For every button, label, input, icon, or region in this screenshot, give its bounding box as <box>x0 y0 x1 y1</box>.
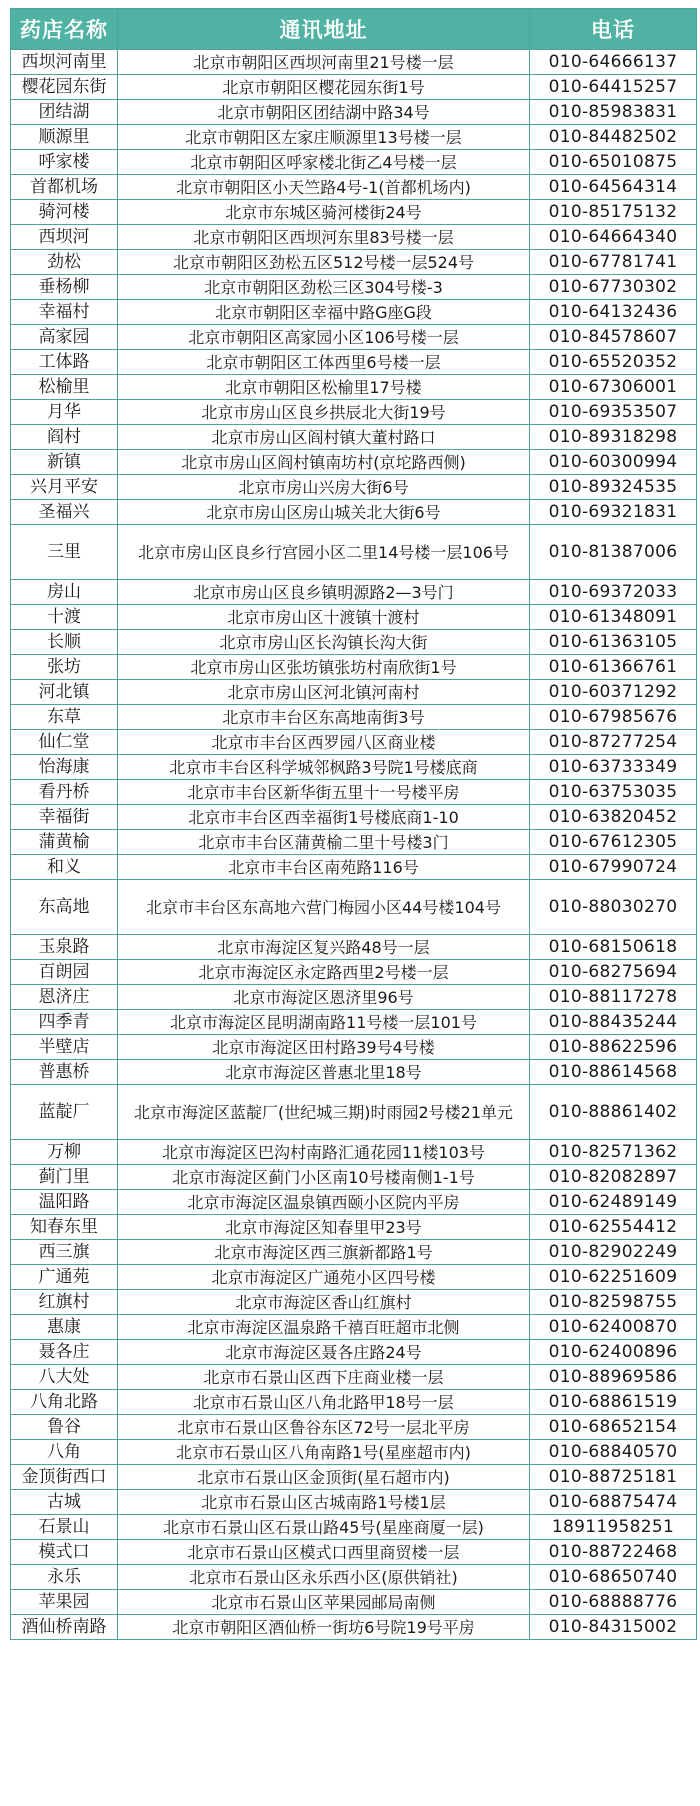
table-row <box>11 1265 697 1290</box>
address-cell: 北京市海淀区永定路西里2号楼一层 <box>118 960 530 985</box>
pharmacy-name-cell: 古城 <box>11 1490 118 1515</box>
address-cell: 北京市房山区良乡镇明源路2—3号门 <box>118 580 530 605</box>
address-cell: 北京市朝阳区小天竺路4号-1(首都机场内) <box>118 175 530 200</box>
pharmacy-name-cell: 广通苑 <box>11 1265 118 1290</box>
table-row <box>11 985 697 1010</box>
table-row <box>11 1515 697 1540</box>
table-row <box>11 1010 697 1035</box>
phone-cell: 010-62400870 <box>530 1315 697 1340</box>
phone-cell: 010-82902249 <box>530 1240 697 1265</box>
phone-cell: 010-82598755 <box>530 1290 697 1315</box>
table-row <box>11 150 697 175</box>
pharmacy-name-cell: 蒲黄榆 <box>11 830 118 855</box>
pharmacy-name-cell: 垂杨柳 <box>11 275 118 300</box>
table-row <box>11 1035 697 1060</box>
address-cell: 北京市石景山区金顶街(星石超市内) <box>118 1465 530 1490</box>
pharmacy-table <box>10 8 697 1640</box>
table-row <box>11 500 697 525</box>
address-cell: 北京市房山区长沟镇长沟大街 <box>118 630 530 655</box>
pharmacy-name-cell: 金顶街西口 <box>11 1465 118 1490</box>
table-row <box>11 325 697 350</box>
pharmacy-name-cell: 半壁店 <box>11 1035 118 1060</box>
header-phone: 电话 <box>530 9 697 50</box>
pharmacy-name-cell: 看丹桥 <box>11 780 118 805</box>
phone-cell: 010-62489149 <box>530 1190 697 1215</box>
pharmacy-name-cell: 怡海康 <box>11 755 118 780</box>
phone-cell: 010-67990724 <box>530 855 697 880</box>
address-cell: 北京市朝阳区幸福中路G座G段 <box>118 300 530 325</box>
pharmacy-name-cell: 劲松 <box>11 250 118 275</box>
table-row <box>11 450 697 475</box>
address-cell: 北京市石景山区西下庄商业楼一层 <box>118 1365 530 1390</box>
address-cell: 北京市石景山区古城南路1号楼1层 <box>118 1490 530 1515</box>
phone-cell: 010-60371292 <box>530 680 697 705</box>
pharmacy-name-cell: 高家园 <box>11 325 118 350</box>
table-row <box>11 1390 697 1415</box>
address-cell: 北京市石景山区模式口西里商贸楼一层 <box>118 1540 530 1565</box>
table-row <box>11 935 697 960</box>
address-cell: 北京市海淀区香山红旗村 <box>118 1290 530 1315</box>
pharmacy-name-cell: 鲁谷 <box>11 1415 118 1440</box>
phone-cell: 010-67781741 <box>530 250 697 275</box>
address-cell: 北京市东城区骑河楼街24号 <box>118 200 530 225</box>
pharmacy-name-cell: 聂各庄 <box>11 1340 118 1365</box>
phone-cell: 010-84578607 <box>530 325 697 350</box>
phone-cell: 010-85175132 <box>530 200 697 225</box>
pharmacy-name-cell: 西坝河 <box>11 225 118 250</box>
pharmacy-name-cell: 八角 <box>11 1440 118 1465</box>
phone-cell: 010-84482502 <box>530 125 697 150</box>
pharmacy-name-cell: 普惠桥 <box>11 1060 118 1085</box>
pharmacy-name-cell: 恩济庄 <box>11 985 118 1010</box>
table-row <box>11 400 697 425</box>
phone-cell: 010-68652154 <box>530 1415 697 1440</box>
table-row <box>11 175 697 200</box>
phone-cell: 010-61366761 <box>530 655 697 680</box>
header-pharmacy-name: 药店名称 <box>11 9 118 50</box>
address-cell: 北京市海淀区聂各庄路24号 <box>118 1340 530 1365</box>
phone-cell: 010-69372033 <box>530 580 697 605</box>
phone-cell: 010-88722468 <box>530 1540 697 1565</box>
table-row <box>11 250 697 275</box>
pharmacy-name-cell: 西坝河南里 <box>11 50 118 75</box>
pharmacy-name-cell: 顺源里 <box>11 125 118 150</box>
table-row <box>11 780 697 805</box>
table-row <box>11 1365 697 1390</box>
address-cell: 北京市海淀区复兴路48号一层 <box>118 935 530 960</box>
address-cell: 北京市海淀区知春里甲23号 <box>118 1215 530 1240</box>
address-cell: 北京市海淀区西三旗新都路1号 <box>118 1240 530 1265</box>
table-row <box>11 525 697 580</box>
address-cell: 北京市朝阳区松榆里17号楼 <box>118 375 530 400</box>
phone-cell: 010-88614568 <box>530 1060 697 1085</box>
pharmacy-name-cell: 房山 <box>11 580 118 605</box>
phone-cell: 010-64564314 <box>530 175 697 200</box>
phone-cell: 010-69353507 <box>530 400 697 425</box>
address-cell: 北京市朝阳区高家园小区106号楼一层 <box>118 325 530 350</box>
address-cell: 北京市朝阳区西坝河南里21号楼一层 <box>118 50 530 75</box>
pharmacy-name-cell: 模式口 <box>11 1540 118 1565</box>
phone-cell: 010-88622596 <box>530 1035 697 1060</box>
phone-cell: 010-61348091 <box>530 605 697 630</box>
address-cell: 北京市房山区阎村镇大董村路口 <box>118 425 530 450</box>
phone-cell: 010-68875474 <box>530 1490 697 1515</box>
phone-cell: 010-64132436 <box>530 300 697 325</box>
address-cell: 北京市朝阳区团结湖中路34号 <box>118 100 530 125</box>
table-row <box>11 75 697 100</box>
pharmacy-name-cell: 惠康 <box>11 1315 118 1340</box>
phone-cell: 010-67306001 <box>530 375 697 400</box>
phone-cell: 010-62554412 <box>530 1215 697 1240</box>
table-row <box>11 375 697 400</box>
address-cell: 北京市丰台区蒲黄榆二里十号楼3门 <box>118 830 530 855</box>
address-cell: 北京市海淀区巴沟村南路汇通花园11楼103号 <box>118 1140 530 1165</box>
pharmacy-name-cell: 东高地 <box>11 880 118 935</box>
table-row <box>11 425 697 450</box>
table-row <box>11 1465 697 1490</box>
phone-cell: 010-88435244 <box>530 1010 697 1035</box>
phone-cell: 010-64664340 <box>530 225 697 250</box>
table-row <box>11 730 697 755</box>
phone-cell: 010-81387006 <box>530 525 697 580</box>
table-row <box>11 680 697 705</box>
address-cell: 北京市房山区河北镇河南村 <box>118 680 530 705</box>
pharmacy-name-cell: 圣福兴 <box>11 500 118 525</box>
pharmacy-name-cell: 幸福村 <box>11 300 118 325</box>
address-cell: 北京市丰台区东高地六营门梅园小区44号楼104号 <box>118 880 530 935</box>
address-cell: 北京市朝阳区酒仙桥一街坊6号院19号平房 <box>118 1615 530 1640</box>
phone-cell: 010-68650740 <box>530 1565 697 1590</box>
phone-cell: 010-67985676 <box>530 705 697 730</box>
address-cell: 北京市海淀区蓟门小区南10号楼南侧1-1号 <box>118 1165 530 1190</box>
header-address: 通讯地址 <box>118 9 530 50</box>
address-cell: 北京市朝阳区劲松三区304号楼-3 <box>118 275 530 300</box>
address-cell: 北京市石景山区八角北路甲18号一层 <box>118 1390 530 1415</box>
address-cell: 北京市朝阳区劲松五区512号楼一层524号 <box>118 250 530 275</box>
phone-cell: 010-64666137 <box>530 50 697 75</box>
pharmacy-name-cell: 酒仙桥南路 <box>11 1615 118 1640</box>
phone-cell: 010-67730302 <box>530 275 697 300</box>
table-row <box>11 1060 697 1085</box>
pharmacy-name-cell: 新镇 <box>11 450 118 475</box>
phone-cell: 010-88030270 <box>530 880 697 935</box>
table-row <box>11 1540 697 1565</box>
address-cell: 北京市丰台区新华街五里十一号楼平房 <box>118 780 530 805</box>
table-row <box>11 1590 697 1615</box>
address-cell: 北京市朝阳区樱花园东街1号 <box>118 75 530 100</box>
table-row <box>11 1290 697 1315</box>
address-cell: 北京市海淀区昆明湖南路11号楼一层101号 <box>118 1010 530 1035</box>
phone-cell: 010-63733349 <box>530 755 697 780</box>
pharmacy-name-cell: 八大处 <box>11 1365 118 1390</box>
table-body <box>11 50 697 1640</box>
table-row <box>11 830 697 855</box>
table-row <box>11 125 697 150</box>
phone-cell: 010-62400896 <box>530 1340 697 1365</box>
pharmacy-name-cell: 工体路 <box>11 350 118 375</box>
pharmacy-name-cell: 幸福街 <box>11 805 118 830</box>
pharmacy-name-cell: 月华 <box>11 400 118 425</box>
table-row <box>11 100 697 125</box>
address-cell: 北京市房山区十渡镇十渡村 <box>118 605 530 630</box>
phone-cell: 010-68840570 <box>530 1440 697 1465</box>
address-cell: 北京市石景山区八角南路1号(星座超市内) <box>118 1440 530 1465</box>
table-row <box>11 960 697 985</box>
table-row <box>11 1615 697 1640</box>
phone-cell: 010-60300994 <box>530 450 697 475</box>
address-cell: 北京市丰台区西罗园八区商业楼 <box>118 730 530 755</box>
address-cell: 北京市海淀区恩济里96号 <box>118 985 530 1010</box>
table-row <box>11 1315 697 1340</box>
address-cell: 北京市海淀区蓝靛厂(世纪城三期)时雨园2号楼21单元 <box>118 1085 530 1140</box>
phone-cell: 010-69321831 <box>530 500 697 525</box>
phone-cell: 010-64415257 <box>530 75 697 100</box>
address-cell: 北京市海淀区温泉路千禧百旺超市北侧 <box>118 1315 530 1340</box>
table-row <box>11 580 697 605</box>
phone-cell: 010-87277254 <box>530 730 697 755</box>
phone-cell: 010-65010875 <box>530 150 697 175</box>
phone-cell: 010-85983831 <box>530 100 697 125</box>
table-row <box>11 200 697 225</box>
phone-cell: 010-68150618 <box>530 935 697 960</box>
table-row <box>11 225 697 250</box>
phone-cell: 010-89318298 <box>530 425 697 450</box>
pharmacy-name-cell: 西三旗 <box>11 1240 118 1265</box>
pharmacy-name-cell: 红旗村 <box>11 1290 118 1315</box>
phone-cell: 010-88861402 <box>530 1085 697 1140</box>
pharmacy-name-cell: 张坊 <box>11 655 118 680</box>
address-cell: 北京市朝阳区工体西里6号楼一层 <box>118 350 530 375</box>
pharmacy-name-cell: 呼家楼 <box>11 150 118 175</box>
phone-cell: 010-88117278 <box>530 985 697 1010</box>
phone-cell: 010-68888776 <box>530 1590 697 1615</box>
pharmacy-name-cell: 仙仁堂 <box>11 730 118 755</box>
table-row <box>11 1415 697 1440</box>
pharmacy-name-cell: 十渡 <box>11 605 118 630</box>
phone-cell: 010-82571362 <box>530 1140 697 1165</box>
address-cell: 北京市石景山区石景山路45号(星座商厦一层) <box>118 1515 530 1540</box>
pharmacy-name-cell: 石景山 <box>11 1515 118 1540</box>
pharmacy-name-cell: 温阳路 <box>11 1190 118 1215</box>
phone-cell: 010-84315002 <box>530 1615 697 1640</box>
address-cell: 北京市房山区良乡拱辰北大街19号 <box>118 400 530 425</box>
address-cell: 北京市石景山区苹果园邮局南侧 <box>118 1590 530 1615</box>
pharmacy-name-cell: 三里 <box>11 525 118 580</box>
pharmacy-name-cell: 永乐 <box>11 1565 118 1590</box>
address-cell: 北京市海淀区广通苑小区四号楼 <box>118 1265 530 1290</box>
pharmacy-name-cell: 松榆里 <box>11 375 118 400</box>
address-cell: 北京市丰台区南苑路116号 <box>118 855 530 880</box>
pharmacy-name-cell: 长顺 <box>11 630 118 655</box>
table-row <box>11 605 697 630</box>
phone-cell: 010-63753035 <box>530 780 697 805</box>
pharmacy-name-cell: 骑河楼 <box>11 200 118 225</box>
table-row <box>11 1490 697 1515</box>
pharmacy-name-cell: 百朗园 <box>11 960 118 985</box>
pharmacy-name-cell: 樱花园东街 <box>11 75 118 100</box>
phone-cell: 010-61363105 <box>530 630 697 655</box>
address-cell: 北京市房山区张坊镇张坊村南欣街1号 <box>118 655 530 680</box>
pharmacy-name-cell: 四季青 <box>11 1010 118 1035</box>
phone-cell: 010-88725181 <box>530 1465 697 1490</box>
table-row <box>11 880 697 935</box>
phone-cell: 010-68861519 <box>530 1390 697 1415</box>
address-cell: 北京市房山兴房大街6号 <box>118 475 530 500</box>
table-row <box>11 50 697 75</box>
pharmacy-name-cell: 和义 <box>11 855 118 880</box>
table-row <box>11 1140 697 1165</box>
pharmacy-name-cell: 蓝靛厂 <box>11 1085 118 1140</box>
table-row <box>11 805 697 830</box>
address-cell: 北京市朝阳区西坝河东里83号楼一层 <box>118 225 530 250</box>
phone-cell: 010-67612305 <box>530 830 697 855</box>
phone-cell: 010-63820452 <box>530 805 697 830</box>
table-row <box>11 475 697 500</box>
address-cell: 北京市朝阳区左家庄顺源里13号楼一层 <box>118 125 530 150</box>
pharmacy-name-cell: 蓟门里 <box>11 1165 118 1190</box>
address-cell: 北京市海淀区温泉镇西颐小区院内平房 <box>118 1190 530 1215</box>
table-row <box>11 1165 697 1190</box>
address-cell: 北京市石景山区永乐西小区(原供销社) <box>118 1565 530 1590</box>
table-row <box>11 1190 697 1215</box>
pharmacy-name-cell: 阎村 <box>11 425 118 450</box>
table-row <box>11 1565 697 1590</box>
table-row <box>11 300 697 325</box>
table-row <box>11 855 697 880</box>
table-row <box>11 275 697 300</box>
pharmacy-name-cell: 首都机场 <box>11 175 118 200</box>
address-cell: 北京市朝阳区呼家楼北街乙4号楼一层 <box>118 150 530 175</box>
table-row <box>11 1440 697 1465</box>
phone-cell: 010-62251609 <box>530 1265 697 1290</box>
pharmacy-name-cell: 苹果园 <box>11 1590 118 1615</box>
pharmacy-name-cell: 万柳 <box>11 1140 118 1165</box>
pharmacy-name-cell: 河北镇 <box>11 680 118 705</box>
address-cell: 北京市海淀区普惠北里18号 <box>118 1060 530 1085</box>
address-cell: 北京市丰台区东高地南街3号 <box>118 705 530 730</box>
address-cell: 北京市海淀区田村路39号4号楼 <box>118 1035 530 1060</box>
table-header-row <box>11 9 697 50</box>
address-cell: 北京市丰台区西幸福街1号楼底商1-10 <box>118 805 530 830</box>
address-cell: 北京市丰台区科学城邻枫路3号院1号楼底商 <box>118 755 530 780</box>
pharmacy-name-cell: 知春东里 <box>11 1215 118 1240</box>
pharmacy-name-cell: 玉泉路 <box>11 935 118 960</box>
address-cell: 北京市房山区房山城关北大街6号 <box>118 500 530 525</box>
address-cell: 北京市房山区良乡行宫园小区二里14号楼一层106号 <box>118 525 530 580</box>
pharmacy-name-cell: 兴月平安 <box>11 475 118 500</box>
pharmacy-name-cell: 八角北路 <box>11 1390 118 1415</box>
table-row <box>11 1240 697 1265</box>
phone-cell: 010-88969586 <box>530 1365 697 1390</box>
table-row <box>11 755 697 780</box>
phone-cell: 18911958251 <box>530 1515 697 1540</box>
phone-cell: 010-82082897 <box>530 1165 697 1190</box>
pharmacy-name-cell: 团结湖 <box>11 100 118 125</box>
address-cell: 北京市石景山区鲁谷东区72号一层北平房 <box>118 1415 530 1440</box>
address-cell: 北京市房山区阎村镇南坊村(京坨路西侧) <box>118 450 530 475</box>
phone-cell: 010-68275694 <box>530 960 697 985</box>
phone-cell: 010-65520352 <box>530 350 697 375</box>
table-row <box>11 630 697 655</box>
table-row <box>11 1215 697 1240</box>
table-row <box>11 655 697 680</box>
phone-cell: 010-89324535 <box>530 475 697 500</box>
table-row <box>11 1085 697 1140</box>
table-row <box>11 1340 697 1365</box>
table-row <box>11 705 697 730</box>
pharmacy-name-cell: 东草 <box>11 705 118 730</box>
table-row <box>11 350 697 375</box>
